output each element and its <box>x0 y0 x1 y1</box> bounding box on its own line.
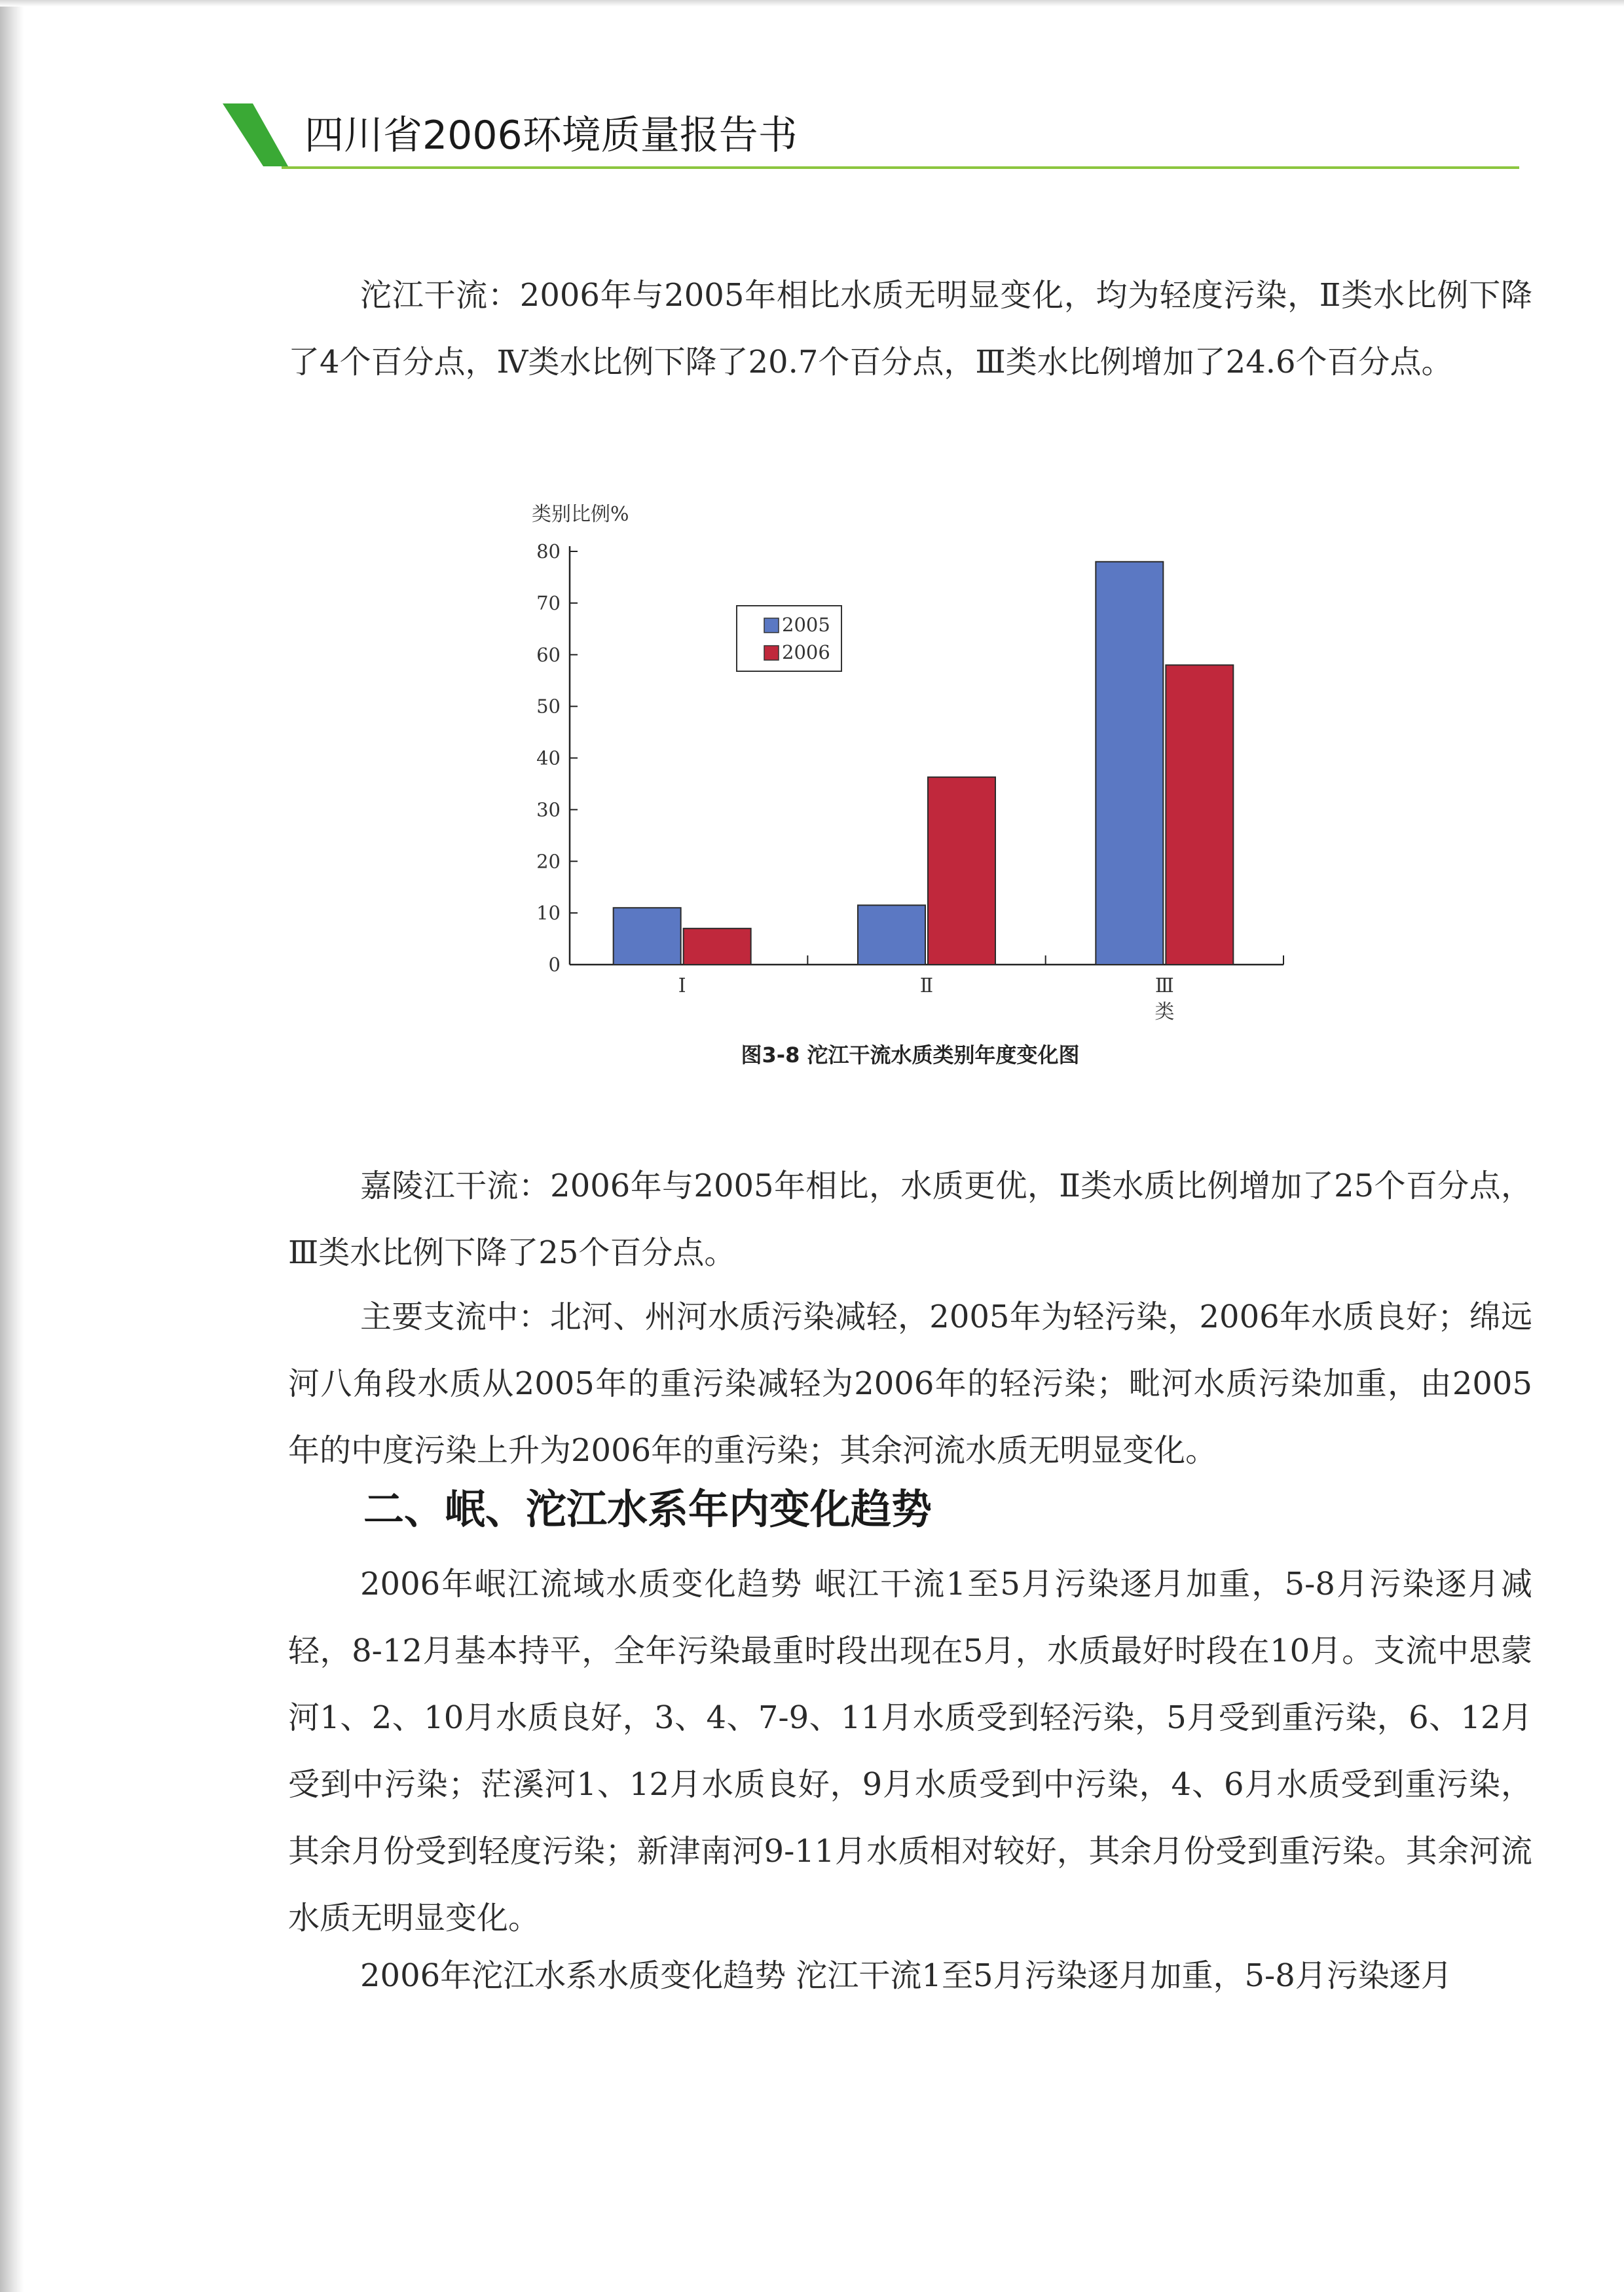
y-tick-label: 10 <box>536 902 561 925</box>
bar-2005-2 <box>858 905 925 965</box>
legend-label-2006: 2006 <box>782 641 830 663</box>
paragraph-tributaries: 主要支流中：北河、州河水质污染减轻，2005年为轻污染，2006年水质良好；绵远河八角段水质从2005年的重污染减轻为2006年的轻污染；毗河水质污染加重，由2005年的中度污染上升为2006年的重污染；其余河流水质无明显变化。 <box>288 1299 1532 1469</box>
y-tick-label: 70 <box>536 591 561 614</box>
legend-label-2005: 2005 <box>782 614 830 636</box>
paragraph-jialingjiang: 嘉陵江干流：2006年与2005年相比，水质更优，Ⅱ类水质比例增加了25个百分点，Ⅲ类水比例下降了25个百分点。 <box>288 1168 1532 1271</box>
section-heading: 二、岷、沱江水系年内变化趋势 <box>363 1485 932 1533</box>
legend <box>737 606 841 671</box>
running-header <box>223 98 1526 170</box>
bar-2005-1 <box>614 908 681 965</box>
page-top-edge <box>0 0 1624 7</box>
x-axis <box>570 955 1283 1024</box>
y-tick-label: 60 <box>536 643 561 666</box>
paragraph-tuojiang: 沱江干流：2006年与2005年相比水质无明显变化，均为轻度污染，Ⅱ类水比例下降了4个百分点，Ⅳ类水比例下降了20.7个百分点，Ⅲ类水比例增加了24.6个百分点。 <box>288 277 1532 380</box>
y-tick-label: 0 <box>548 953 561 976</box>
bar-2006-1 <box>684 929 751 965</box>
y-tick-label: 50 <box>536 695 561 718</box>
y-axis <box>536 540 578 976</box>
header-accent-mark <box>223 98 308 167</box>
bar-2006-2 <box>928 777 995 965</box>
paragraph-tuojiang-trend: 2006年沱江水系水质变化趋势 沱江干流1至5月污染逐月加重，5-8月污染逐月 <box>360 1957 1452 1994</box>
header-rule <box>282 166 1519 169</box>
bars <box>614 562 1234 965</box>
header-title: 四川省2006环境质量报告书 <box>304 113 798 158</box>
bar-2005-3 <box>1096 562 1163 965</box>
page-binding-edge <box>0 0 24 2292</box>
bar-2006-3 <box>1166 665 1233 965</box>
x-tick-label: Ⅲ <box>1154 974 1174 997</box>
bar-chart <box>511 491 1310 1061</box>
y-tick-label: 80 <box>536 540 561 563</box>
x-tick-label: Ⅱ <box>919 974 934 997</box>
bar-chart-svg <box>511 491 1310 1061</box>
chart-caption: 图3-8 沱江干流水质类别年度变化图 <box>741 1043 1080 1067</box>
y-tick-label: 20 <box>536 850 561 873</box>
y-tick-label: 30 <box>536 798 561 821</box>
legend-swatch-2005 <box>764 618 779 633</box>
x-axis-unit: 类 <box>1154 1001 1175 1024</box>
paragraph-minjiang-trend: 2006年岷江流域水质变化趋势 岷江干流1至5月污染逐月加重，5-8月污染逐月减轻，8-12月基本持平，全年污染最重时段出现在5月，水质最好时段在10月。支流中思蒙河1、2、10月水质良好，3、4、7-9、11月水质受到轻污染，5月受到重污染，6、12月受到中污染；茫溪河1、12月水质良好，9月水质受到中污染，4、6月水质受到重污染，其余月份受到轻度污染；新津南河9-11月水质相对较好，其余月份受到重污染。其余河流水质无明显变化。 <box>288 1566 1532 1936</box>
x-tick-label: Ⅰ <box>678 974 686 997</box>
y-axis-label: 类别比例% <box>532 503 629 526</box>
legend-swatch-2006 <box>764 646 779 660</box>
y-tick-label: 40 <box>536 747 561 769</box>
